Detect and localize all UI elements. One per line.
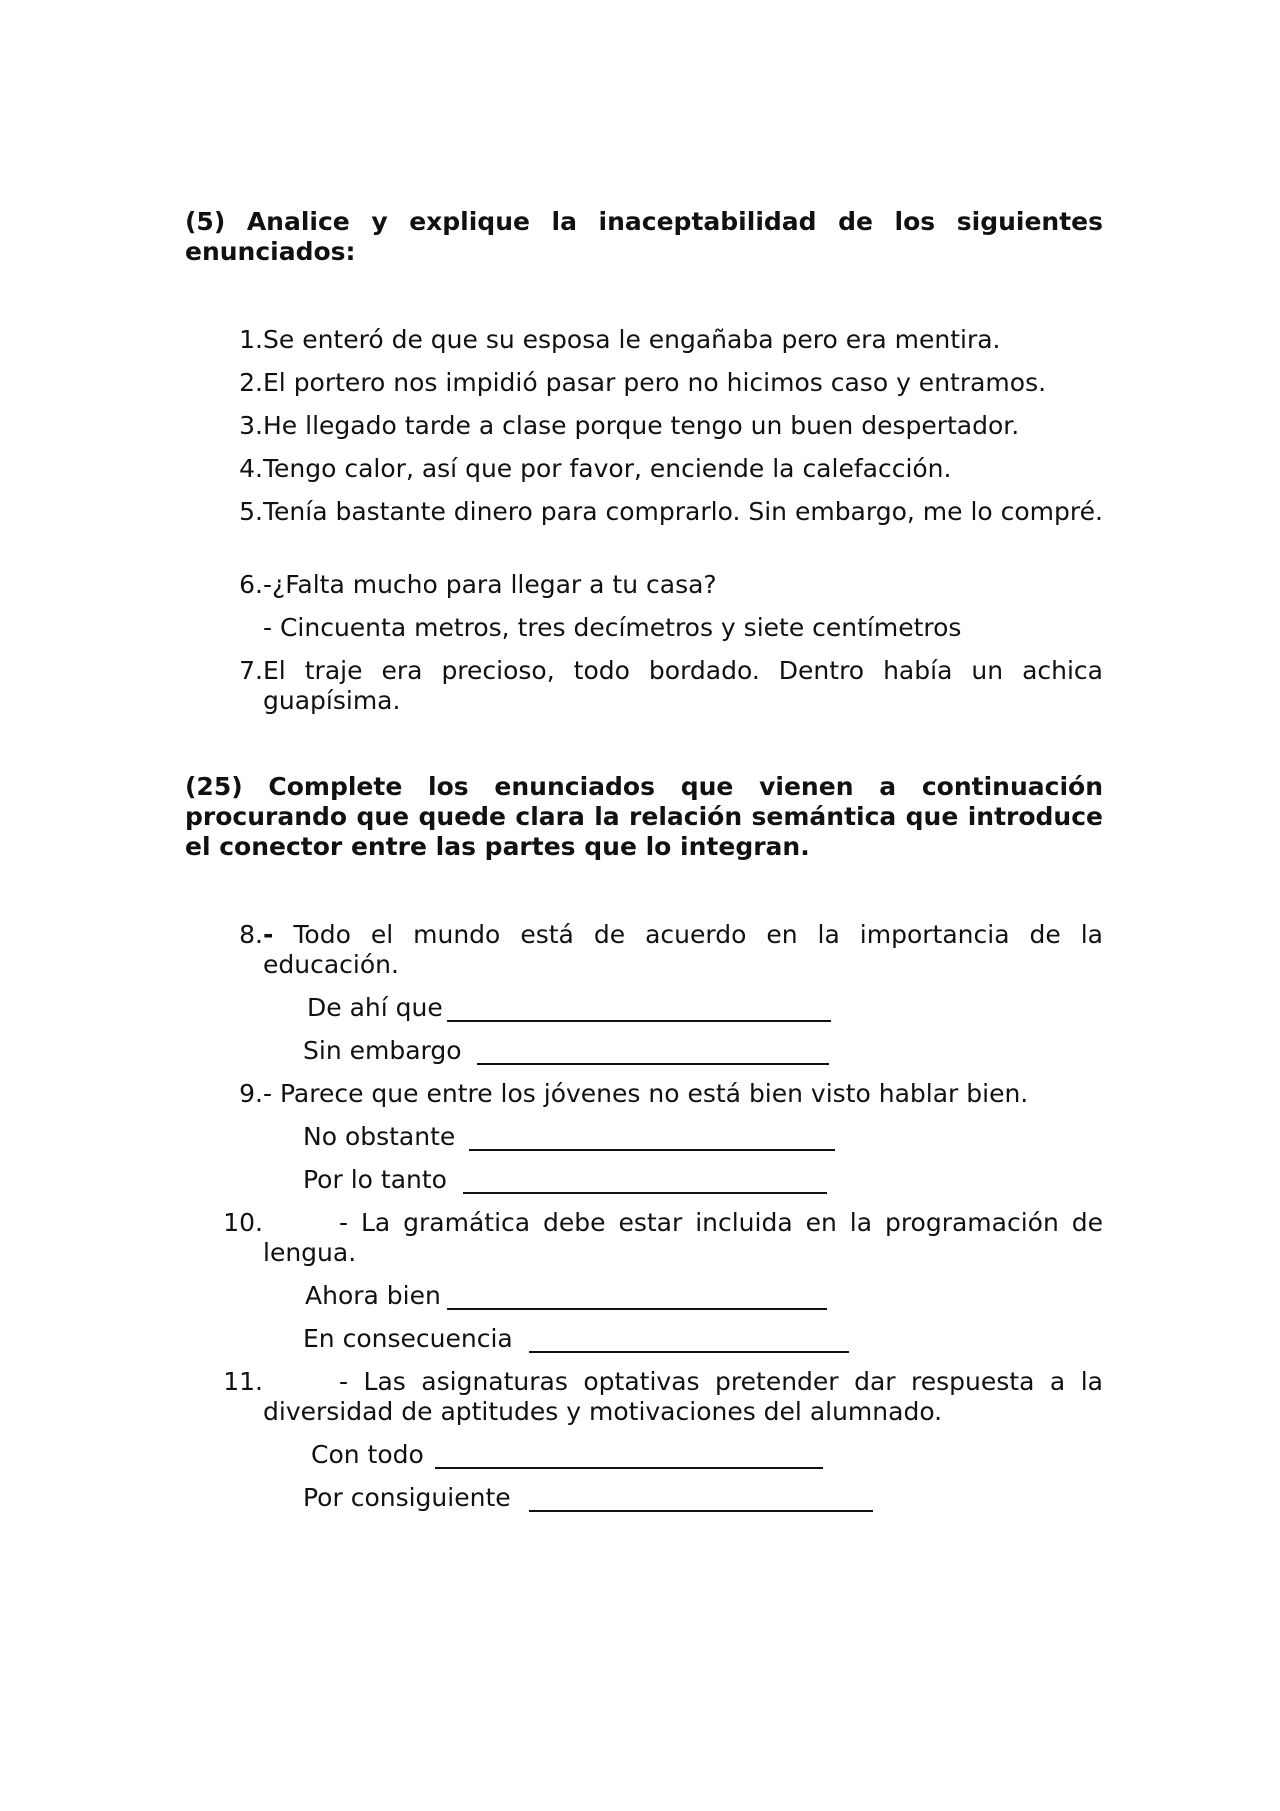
answer-line[interactable] (303, 1122, 455, 1152)
blank-line (477, 1063, 829, 1065)
item-number: 11. (223, 1367, 263, 1396)
connector-label: De ahí que (307, 993, 443, 1022)
item-number: 3. (239, 411, 263, 440)
item-text: El portero nos impidió pasar pero no hicimos caso y entramos. (263, 368, 1047, 397)
item-text: - Parece que entre los jóvenes no está bien visto hablar bien. (263, 1079, 1029, 1108)
item-number: 7. (239, 656, 263, 685)
item-text: Tenía bastante dinero para comprarlo. Sin embargo, me lo compré. (263, 497, 1103, 526)
item-number: 10. (223, 1208, 263, 1237)
blank-line (529, 1351, 849, 1353)
answer-line[interactable] (303, 1483, 511, 1513)
item-number: 9. (239, 1079, 263, 1108)
item-sentence: - Las asignaturas optativas pretender dar respuesta a la diversidad de aptitudes y motivaciones del alumnado. (263, 1367, 1103, 1426)
item-number: 1. (239, 325, 263, 354)
answer-line[interactable] (303, 1165, 447, 1195)
connector-label: En consecuencia (303, 1324, 513, 1353)
blank-line (435, 1467, 823, 1469)
item-dash: - (263, 920, 274, 949)
item-number: 6. (239, 570, 263, 599)
item-number: 8. (239, 920, 263, 949)
item-text (263, 1208, 1103, 1268)
item-number: 2. (239, 368, 263, 397)
item-text: Tengo calor, así que por favor, enciende la calefacción. (263, 454, 952, 483)
connector-label: Por lo tanto (303, 1165, 447, 1194)
item-number: 4. (239, 454, 263, 483)
blank-line (447, 1020, 831, 1022)
item-text: He llegado tarde a clase porque tengo un buen despertador. (263, 411, 1020, 440)
answer-line[interactable] (305, 1281, 441, 1311)
connector-label: Ahora bien (305, 1281, 441, 1310)
section1-heading: (5) Analice y explique la inaceptabilidad de los siguientes enunciados: (185, 207, 1103, 266)
item-number: 5. (239, 497, 263, 526)
connector-label: Con todo (311, 1440, 424, 1469)
blank-line (447, 1308, 827, 1310)
connector-label: Por consiguiente (303, 1483, 511, 1512)
connector-label: No obstante (303, 1122, 456, 1151)
connector-label: Sin embargo (303, 1036, 462, 1065)
item-reply: - Cincuenta metros, tres decímetros y siete centímetros (263, 613, 962, 642)
item-sentence: Todo el mundo está de acuerdo en la importancia de la educación. (263, 920, 1103, 979)
answer-line[interactable] (307, 993, 443, 1023)
answer-line[interactable] (303, 1324, 513, 1354)
item-text: -¿Falta mucho para llegar a tu casa? (263, 570, 717, 599)
blank-line (529, 1510, 873, 1512)
answer-line[interactable] (303, 1036, 462, 1066)
item-text (263, 920, 1103, 980)
section2-heading: (25) Complete los enunciados que vienen a continuación procurando que quede clara la relación semántica que introduce el conector entre las partes que lo integran. (185, 772, 1103, 861)
answer-line[interactable] (311, 1440, 424, 1470)
item-text: El traje era precioso, todo bordado. Dentro había un achica guapísima. (263, 656, 1103, 715)
blank-line (463, 1192, 827, 1194)
item-sentence: - La gramática debe estar incluida en la programación de lengua. (263, 1208, 1103, 1267)
item-text: Se enteró de que su esposa le engañaba pero era mentira. (263, 325, 1001, 354)
item-text (263, 1367, 1103, 1427)
blank-line (469, 1149, 835, 1151)
